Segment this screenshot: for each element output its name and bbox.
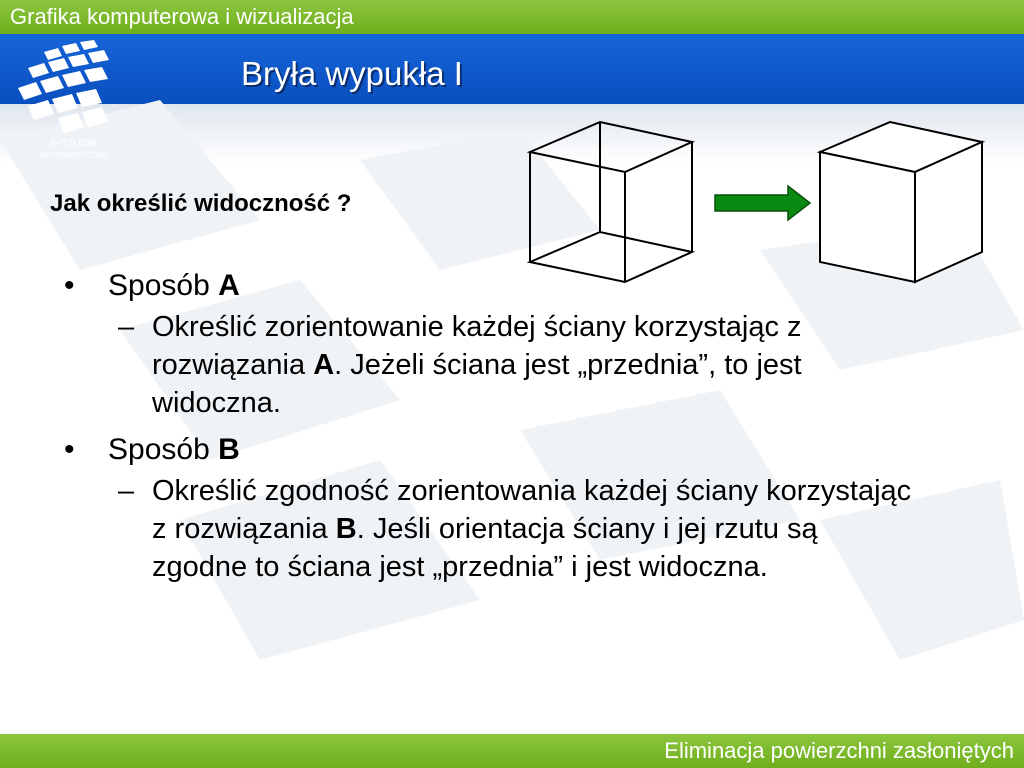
title-band xyxy=(0,34,1024,104)
bullet-b-text: Sposób xyxy=(108,433,219,466)
bullet-a-detail-bold: A xyxy=(313,349,335,381)
course-title: Grafika komputerowa i wizualizacja xyxy=(10,4,354,29)
dash-mark: – xyxy=(118,311,135,343)
right-arrow-icon xyxy=(715,186,810,220)
bullet-mark: • xyxy=(64,433,75,466)
bullet-a-bold: A xyxy=(218,269,240,302)
bullet-list xyxy=(60,262,960,596)
logo-line2: INFORMATYCZNE xyxy=(39,151,109,160)
bullet-b-detail-bold: B xyxy=(335,513,357,545)
solid-cube xyxy=(820,122,982,282)
e-studia-logo xyxy=(14,40,134,162)
bullet-b-detail-part2: . Jeśli orientacja ściany i jej rzutu są zgodne to ściana jest „przednia” i jest widoczna. xyxy=(152,513,818,583)
logo-line1: E-STUDIA xyxy=(50,138,98,149)
footer-topic: Eliminacja powierzchni zasłoniętych xyxy=(664,738,1014,763)
bullet-b-detail xyxy=(60,472,912,586)
slide-title: Bryła wypukła I xyxy=(241,55,463,92)
bullet-a-text: Sposób xyxy=(108,269,219,302)
bullet-b-detail-part1: Określić zgodność zorientowania każdej ściany korzystając z rozwiązania xyxy=(152,475,912,545)
question-heading: Jak określić widoczność ? xyxy=(50,190,352,217)
wireframe-cube xyxy=(530,122,692,282)
bullet-a xyxy=(60,268,960,304)
bullet-b-bold: B xyxy=(218,433,240,466)
bullet-mark: • xyxy=(64,269,75,302)
bullet-b xyxy=(60,432,960,468)
bottom-bar xyxy=(0,734,1024,768)
bullet-a-detail-part2: . Jeżeli ściana jest „przednia”, to jest widoczna. xyxy=(152,349,802,419)
bullet-a-detail xyxy=(60,308,912,422)
dash-mark: – xyxy=(118,475,135,507)
bullet-a-detail-part1: Określić zorientowanie każdej ściany korzystając z rozwiązania xyxy=(152,311,802,381)
top-bar xyxy=(0,0,1024,34)
